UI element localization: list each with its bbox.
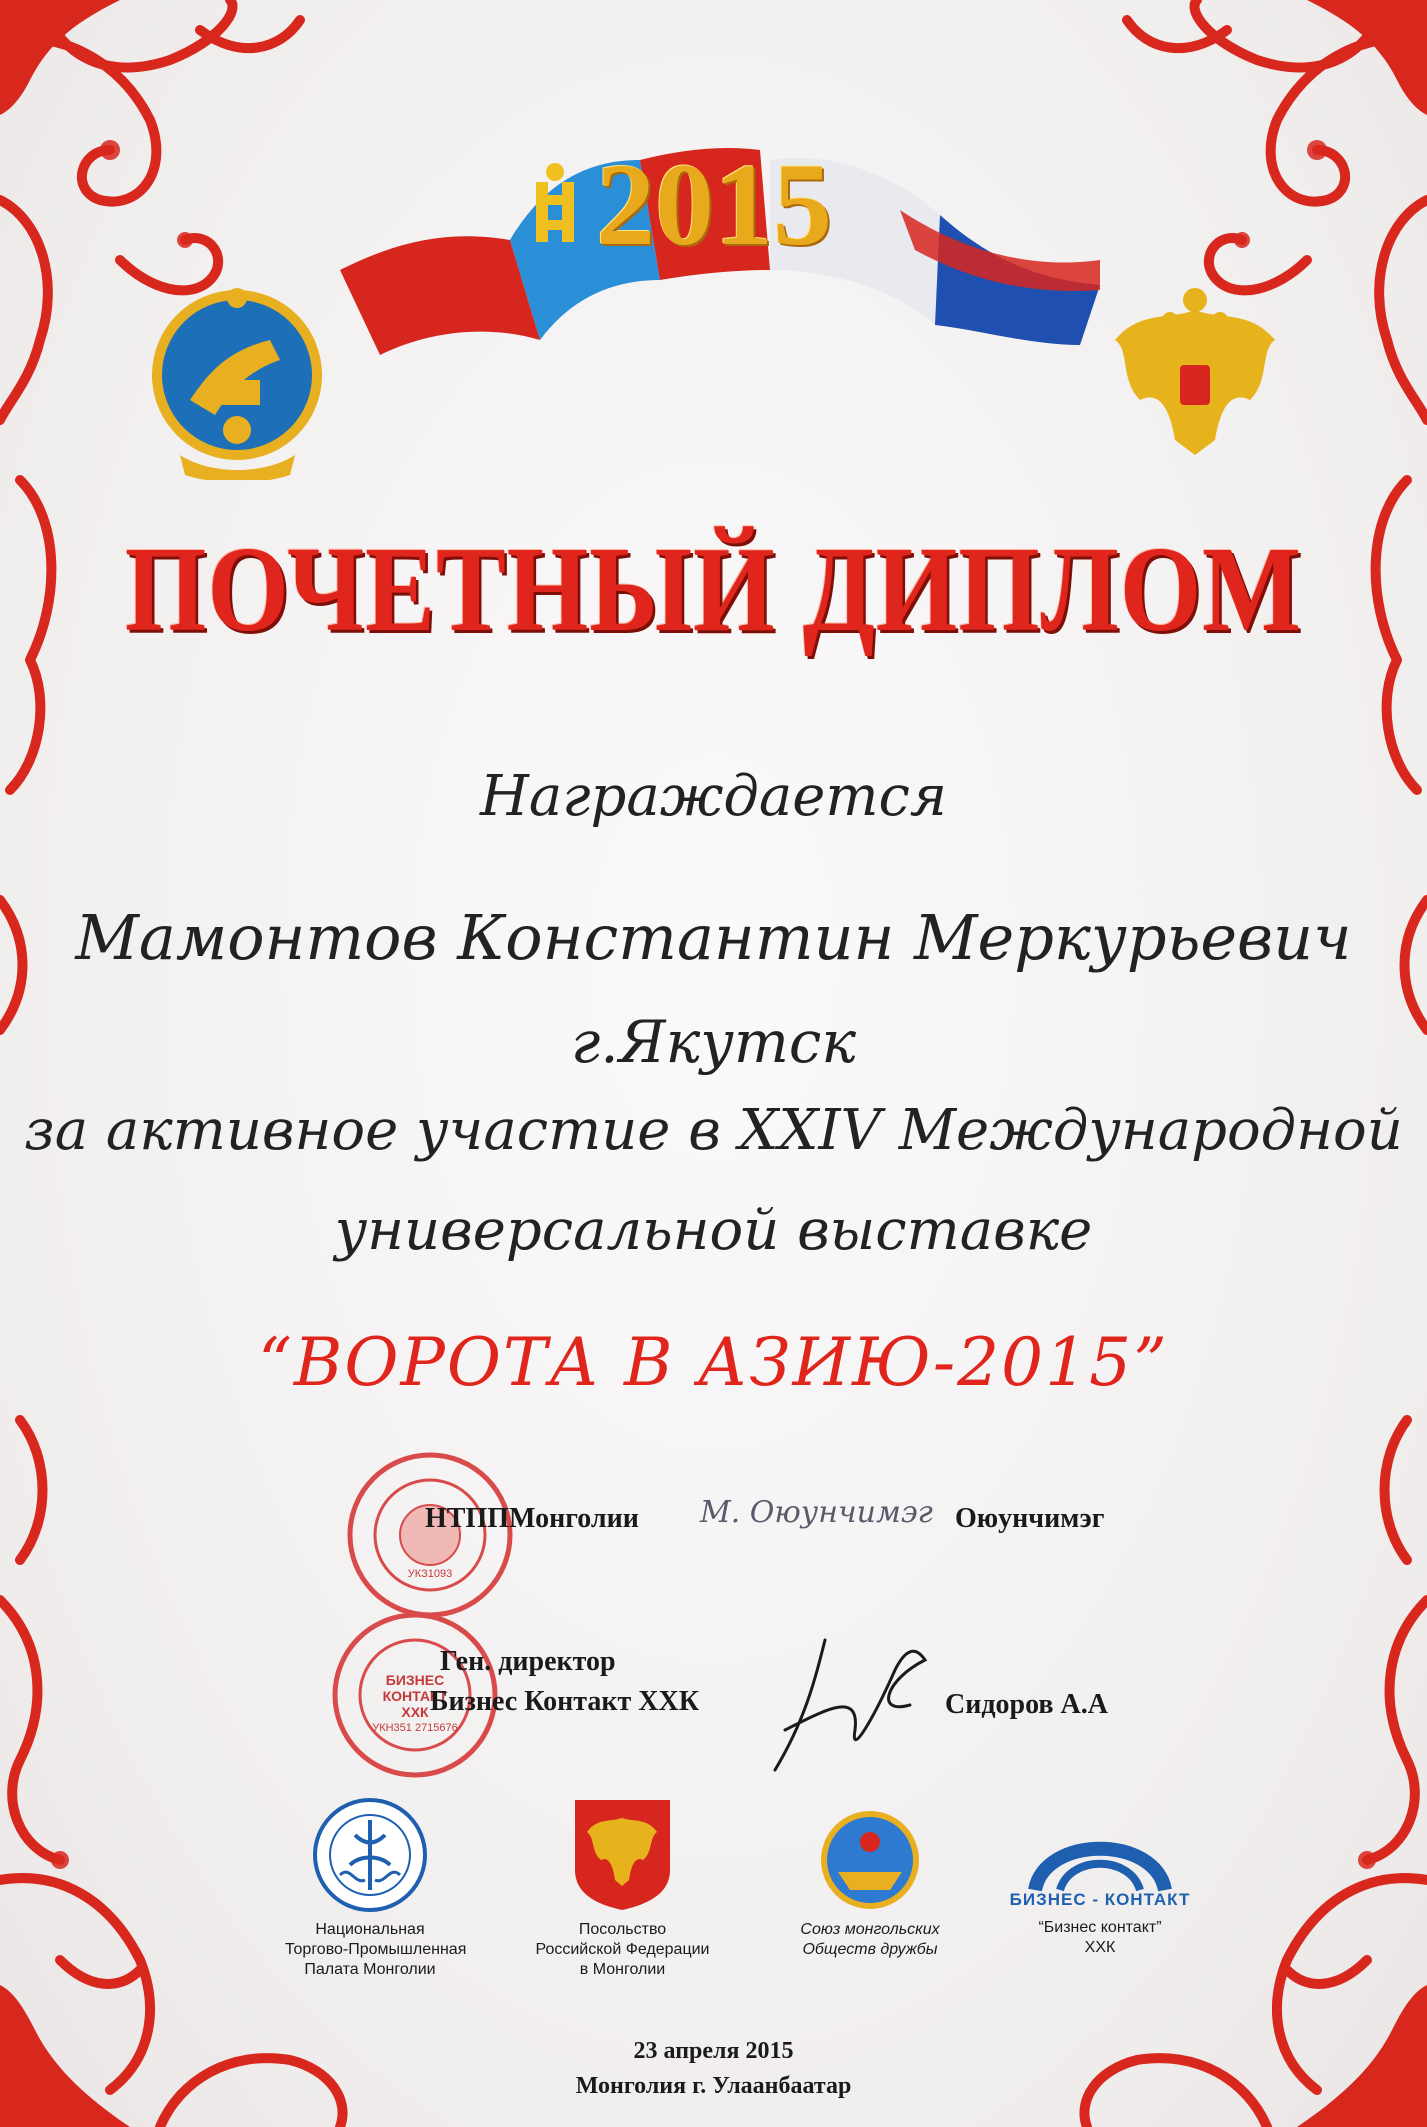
corner-ornament-top-left (0, 0, 300, 1030)
award-reason-line-2: универсальной выставке (334, 1198, 1093, 1263)
year-heading: 2015 (596, 139, 832, 270)
caption-line: в Монголии (579, 1961, 666, 1978)
issue-place: Монголия г. Улаанбаатар (575, 2073, 852, 2099)
caption-line: Обществ дружбы (802, 1941, 938, 1958)
business-contact-logo-icon (1015, 1815, 1185, 1895)
caption-line: ХХК (1084, 1939, 1116, 1956)
business-contact-stamp-text: БИЗНЕС КОНТАКТ ХХК (382, 1672, 448, 1720)
event-name: “ВОРОТА В АЗИЮ-2015” (258, 1324, 1169, 1401)
recipient-city: г.Якутск (571, 1008, 856, 1076)
caption-line: Российской Федерации (535, 1941, 710, 1958)
signatory-1-signature: М. Оюунчимэг (700, 1495, 933, 1530)
friendship-society-emblem-icon (820, 1810, 920, 1910)
russia-coat-of-arms-icon (1100, 280, 1290, 470)
chamber-stamp-code: УКЗ1093 (407, 1568, 453, 1580)
caption-line: “Бизнес контакт” (1038, 1919, 1162, 1936)
diploma-title: ПОЧЕТНЫЙ ДИПЛОМ (124, 522, 1303, 657)
logo-caption-friendship (780, 1920, 960, 1960)
caption-line: Союз монгольских (800, 1921, 940, 1938)
logo-caption-embassy (530, 1920, 715, 1980)
corner-ornament-bottom-right (1084, 1420, 1427, 2127)
awarded-label: Награждается (480, 764, 947, 829)
signatory-2-title: Ген. директор (440, 1646, 616, 1677)
issue-date: 23 апреля 2015 (633, 2038, 794, 2064)
business-contact-brand: БИЗНЕС - КОНТАКТ (1009, 1890, 1191, 1909)
signatory-1-name: Оюунчимэг (955, 1503, 1105, 1534)
caption-line: Торгово-Промышленная (285, 1941, 467, 1958)
signatory-2-name: Сидоров А.А (945, 1689, 1108, 1720)
corner-ornament-bottom-left (0, 1420, 343, 2127)
caption-line: Палата Монголии (304, 1961, 436, 1978)
logo-caption-chamber (285, 1920, 467, 1980)
caption-line: Национальная (315, 1921, 425, 1938)
recipient-name: Мамонтов Константин Меркурьевич (75, 901, 1352, 974)
business-contact-stamp-code: УКН351 2715676 (372, 1722, 458, 1734)
signatory-1-org: НТППМонголии (425, 1503, 639, 1534)
chamber-of-commerce-emblem-icon (310, 1795, 430, 1915)
signatory-2-org: Бизнес Контакт ХХК (430, 1686, 699, 1717)
signature-2-mark (765, 1620, 935, 1780)
embassy-russia-emblem-icon (575, 1800, 670, 1910)
corner-ornament-top-right (1127, 0, 1427, 1030)
mongolia-emblem-icon (150, 280, 325, 480)
logo-caption-business-contact (1005, 1918, 1195, 1958)
award-reason-line-1: за активное участие в XXIV Международной (24, 1098, 1403, 1163)
caption-line: Посольство (578, 1921, 667, 1938)
